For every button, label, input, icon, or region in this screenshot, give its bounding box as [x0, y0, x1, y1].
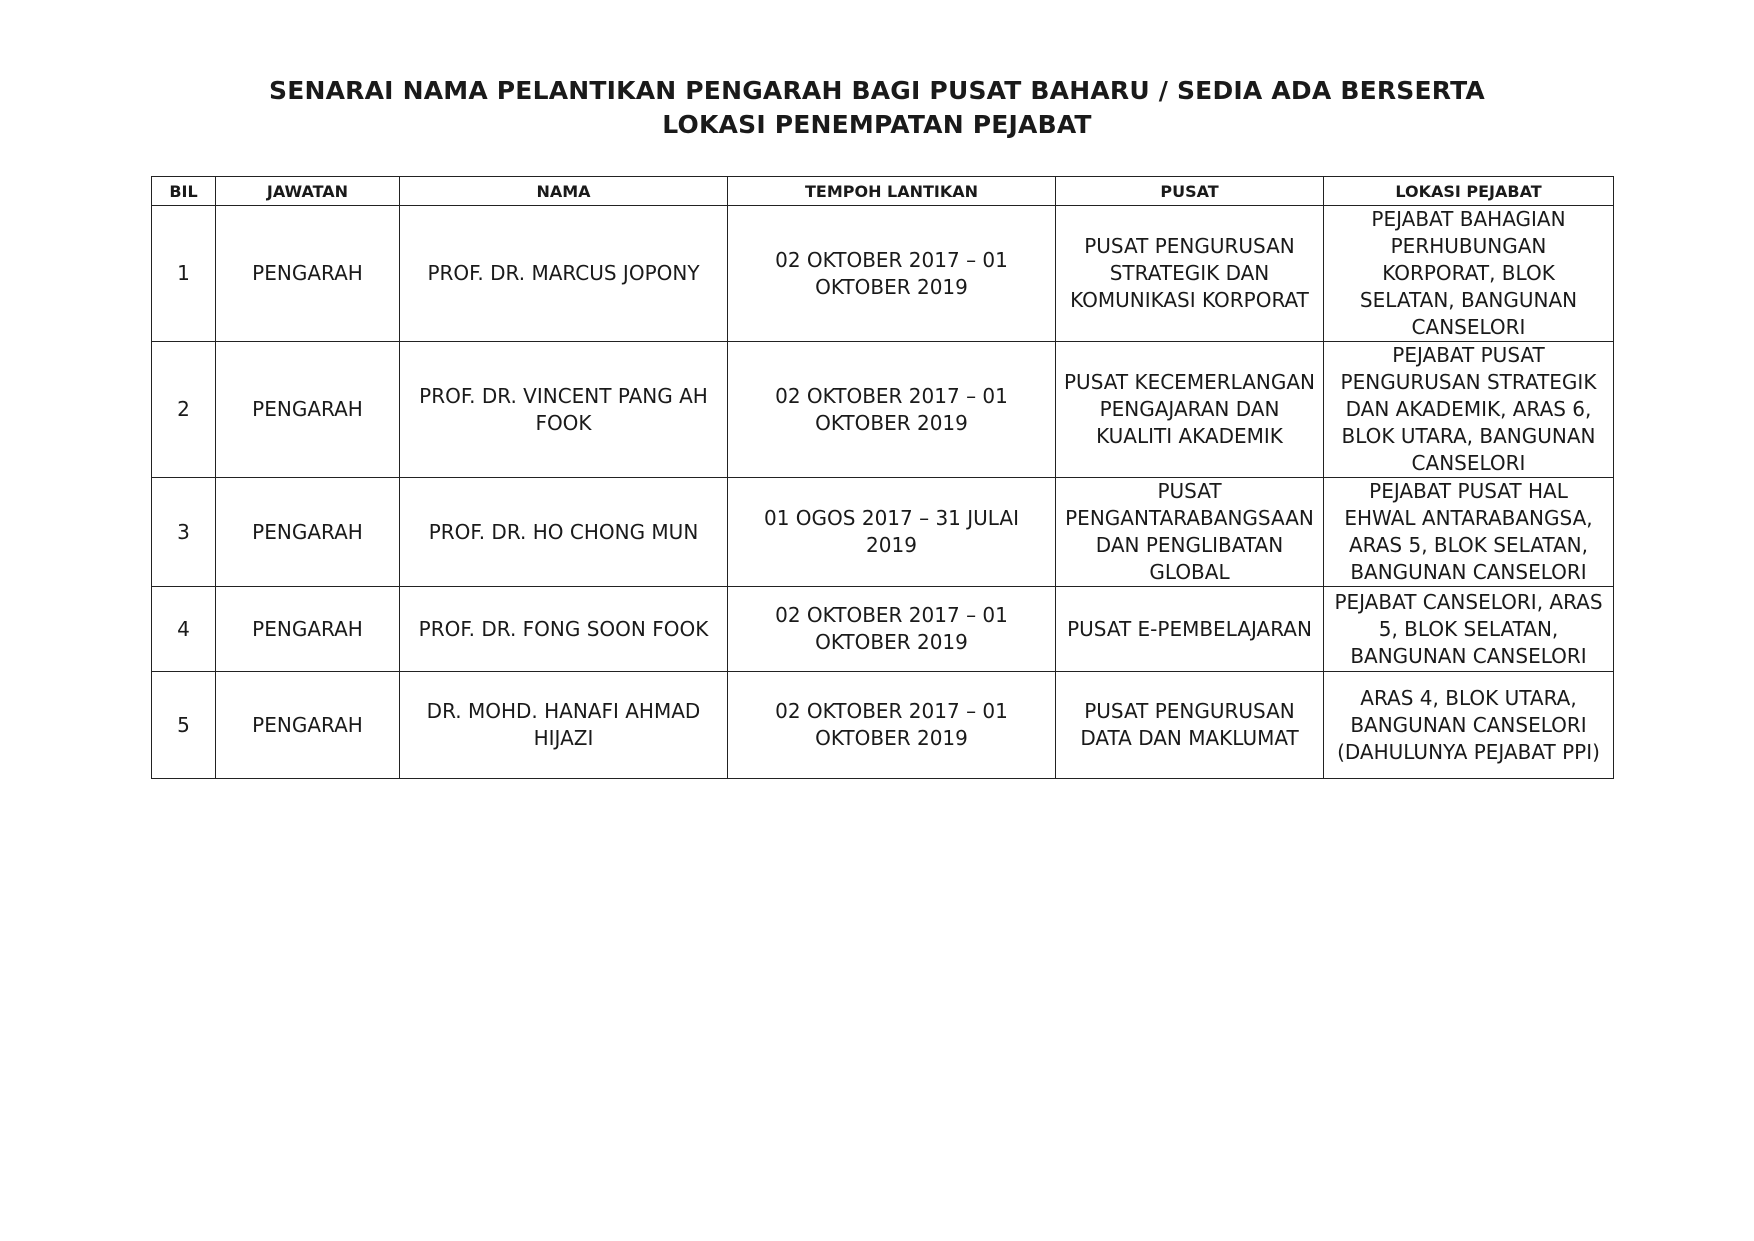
cell-nama: PROF. DR. VINCENT PANG AH FOOK	[400, 342, 728, 478]
header-nama: NAMA	[400, 177, 728, 206]
cell-jawatan: PENGARAH	[216, 478, 400, 587]
header-tempoh-lantikan: TEMPOH LANTIKAN	[728, 177, 1056, 206]
table-row	[152, 672, 1614, 779]
cell-jawatan: PENGARAH	[216, 206, 400, 342]
cell-pusat: PUSAT KECEMERLANGAN PENGAJARAN DAN KUALITI AKADEMIK	[1056, 342, 1324, 478]
cell-jawatan: PENGARAH	[216, 587, 400, 672]
cell-lokasi-pejabat: PEJABAT PUSAT PENGURUSAN STRATEGIK DAN AKADEMIK, ARAS 6, BLOK UTARA, BANGUNAN CANSELORI	[1324, 342, 1614, 478]
cell-lokasi-pejabat: PEJABAT BAHAGIAN PERHUBUNGAN KORPORAT, BLOK SELATAN, BANGUNAN CANSELORI	[1324, 206, 1614, 342]
cell-tempoh-lantikan: 02 OKTOBER 2017 – 01 OKTOBER 2019	[728, 587, 1056, 672]
table-row	[152, 206, 1614, 342]
header-jawatan: JAWATAN	[216, 177, 400, 206]
cell-nama: PROF. DR. FONG SOON FOOK	[400, 587, 728, 672]
cell-bil: 4	[152, 587, 216, 672]
table-header-row	[152, 177, 1614, 206]
header-lokasi-pejabat: LOKASI PEJABAT	[1324, 177, 1614, 206]
cell-tempoh-lantikan: 01 OGOS 2017 – 31 JULAI 2019	[728, 478, 1056, 587]
cell-bil: 2	[152, 342, 216, 478]
cell-pusat: PUSAT PENGURUSAN STRATEGIK DAN KOMUNIKASI KORPORAT	[1056, 206, 1324, 342]
document-title-line-2: LOKASI PENEMPATAN PEJABAT	[662, 110, 1092, 139]
cell-bil: 1	[152, 206, 216, 342]
cell-tempoh-lantikan: 02 OKTOBER 2017 – 01 OKTOBER 2019	[728, 206, 1056, 342]
document-title-line-1: SENARAI NAMA PELANTIKAN PENGARAH BAGI PUSAT BAHARU / SEDIA ADA BERSERTA	[269, 76, 1485, 105]
cell-pusat: PUSAT PENGANTARABANGSAAN DAN PENGLIBATAN GLOBAL	[1056, 478, 1324, 587]
cell-lokasi-pejabat: ARAS 4, BLOK UTARA, BANGUNAN CANSELORI (DAHULUNYA PEJABAT PPI)	[1324, 672, 1614, 779]
cell-nama: PROF. DR. MARCUS JOPONY	[400, 206, 728, 342]
table-row	[152, 478, 1614, 587]
table-row	[152, 342, 1614, 478]
header-pusat: PUSAT	[1056, 177, 1324, 206]
cell-pusat: PUSAT PENGURUSAN DATA DAN MAKLUMAT	[1056, 672, 1324, 779]
header-bil: BIL	[152, 177, 216, 206]
cell-jawatan: PENGARAH	[216, 672, 400, 779]
cell-bil: 5	[152, 672, 216, 779]
cell-bil: 3	[152, 478, 216, 587]
cell-pusat: PUSAT E-PEMBELAJARAN	[1056, 587, 1324, 672]
document-title	[0, 74, 1754, 142]
cell-jawatan: PENGARAH	[216, 342, 400, 478]
table-row	[152, 587, 1614, 672]
cell-lokasi-pejabat: PEJABAT PUSAT HAL EHWAL ANTARABANGSA, ARAS 5, BLOK SELATAN, BANGUNAN CANSELORI	[1324, 478, 1614, 587]
cell-nama: PROF. DR. HO CHONG MUN	[400, 478, 728, 587]
cell-tempoh-lantikan: 02 OKTOBER 2017 – 01 OKTOBER 2019	[728, 342, 1056, 478]
cell-lokasi-pejabat: PEJABAT CANSELORI, ARAS 5, BLOK SELATAN, BANGUNAN CANSELORI	[1324, 587, 1614, 672]
cell-tempoh-lantikan: 02 OKTOBER 2017 – 01 OKTOBER 2019	[728, 672, 1056, 779]
appointments-table	[151, 176, 1614, 779]
cell-nama: DR. MOHD. HANAFI AHMAD HIJAZI	[400, 672, 728, 779]
